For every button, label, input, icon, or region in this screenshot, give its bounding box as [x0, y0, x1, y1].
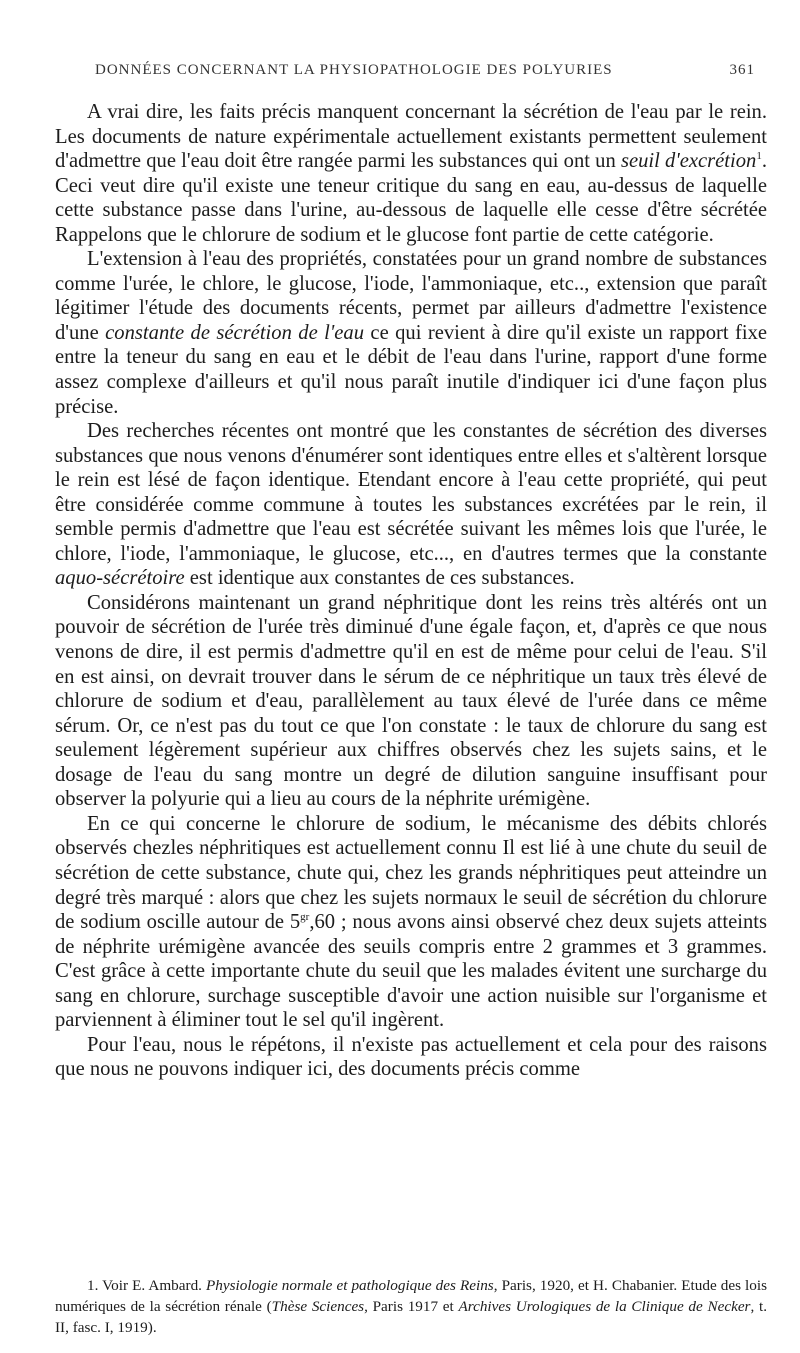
text-run: A vrai dire, les faits précis manquent concernant la sécrétion de l'eau par le rein. Les documents de nature expérimentale actuellement existants permettent seulement d'admettre que l'eau doit être rangée parmi les substances qui ont un	[55, 101, 767, 173]
paragraph-5	[55, 812, 767, 1033]
emphasis: seuil d'excrétion	[620, 150, 757, 173]
text-run: L'extension à l'eau des propriétés, constatées pour un grand nombre de substances comme l'urée, le chlore, le glucose, l'iode, l'ammoniaque, etc.., extension que paraît légitimer l'étude des documents récents, permet par ailleurs d'admettre l'existence d'une	[55, 248, 767, 344]
emphasis: Archives Urologiques de la Clinique de Necker	[458, 1298, 751, 1315]
emphasis: Physiologie normale et pathologique des Reins	[206, 1277, 494, 1294]
body-text	[55, 100, 767, 1082]
page-number: 361	[729, 62, 755, 78]
paragraph-1	[55, 100, 767, 247]
emphasis: aquo-sécrétoire	[55, 567, 185, 590]
text-run: , Paris, 1920, et H. Chabanier. Etude des lois numériques de la sécrétion rénale (	[55, 1277, 768, 1315]
text-run: ce qui revient à dire qu'il existe un rapport fixe entre la teneur du sang en eau et le débit de l'eau dans l'urine, rapport d'une forme assez complexe d'ailleurs et qu'il nous paraît inutile d'indiquer ici d'une façon plus précise.	[55, 321, 768, 418]
text-run: est identique aux constantes de ces substances.	[184, 567, 575, 590]
text-run: . Ceci veut dire qu'il existe une teneur critique du sang en eau, au-dessus de laquelle cette substance passe dans l'urine, au-dessous de laquelle elle cesse d'être sécrétée Rappelons que le chlorure de sodium et le glucose font partie de cette catégorie.	[55, 150, 767, 246]
running-header	[95, 62, 755, 79]
emphasis: Thèse Sciences	[271, 1298, 365, 1315]
text-run: , Paris 1917 et	[364, 1298, 459, 1315]
unit-superscript: gr	[300, 911, 310, 924]
header-title: DONNÉES CONCERNANT LA PHYSIOPATHOLOGIE DES POLYURIES	[95, 62, 613, 78]
paragraph-3	[55, 419, 767, 591]
paragraph-6: Pour l'eau, nous le répétons, il n'existe pas actuellement et cela pour des raisons que nous ne pouvons indiquer ici, des documents précis comme	[55, 1033, 767, 1081]
text-run: , t. II, fasc. I, 1919).	[55, 1298, 767, 1336]
footnotes	[55, 1275, 767, 1338]
text-run: 1. Voir E. Ambard.	[87, 1277, 207, 1294]
text-run: Des recherches récentes ont montré que les constantes de sécrétion des diverses substances que nous venons d'énumérer sont identiques entre elles et s'altèrent lorsque le rein est lésé de façon identique. Etendant encore à l'eau cette propriété, qui peut être considérée comme commune à toutes les substances excrétées par le rein, il semble permis d'admettre que l'eau est sécrétée suivant les mêmes lois que l'urée, le chlore, l'iode, l'ammoniaque, le glucose, etc..., en d'autres termes que la constante	[55, 420, 767, 565]
emphasis: constante de sécrétion de l'eau	[105, 321, 365, 344]
paragraph-2	[55, 247, 767, 419]
footnote-1	[55, 1275, 767, 1338]
text-run: ,60 ; nous avons ainsi observé chez deux sujets atteints de néphrite urémigène avancée des seuils compris entre 2 grammes et 3 grammes. C'est grâce à cette importante chute du seuil que les malades évitent une surcharge du sang en chlorure, surchage susceptible d'avoir une action nuisible sur l'organisme et parviennent à éliminer tout le sel qu'il ingèrent.	[55, 911, 767, 1032]
footnote-ref: 1	[756, 150, 762, 163]
text-run: En ce qui concerne le chlorure de sodium, le mécanisme des débits chlorés observés chezles néphritiques est actuellement connu Il est lié à une chute du seuil de sécrétion de cette substance, chute qui, chez les grands néphritiques peut atteindre un degré très marqué : alors que chez les sujets normaux le seuil de sécrétion du chlorure de sodium oscille autour de 5	[55, 812, 767, 934]
paragraph-4: Considérons maintenant un grand néphritique dont les reins très altérés ont un pouvoir de sécrétion de l'urée très diminué d'une égale façon, et, d'après ce que nous venons de dire, il est permis d'admettre qu'il en est de même pour celui de l'eau. S'il en est ainsi, on devrait trouver dans le sérum de ce néphritique un taux très élevé de chlorure de sodium et d'eau, parallèlement au taux élevé de l'urée dans ce même sérum. Or, ce n'est pas du tout ce que l'on constate : le taux de chlorure du sang est seulement légèrement supérieur aux chiffres observés chez les sujets sains, et le dosage de l'eau du sang montre un degré de dilution sanguine insuffisant pour observer la polyurie qui a lieu au cours de la néphrite urémigène.	[55, 591, 767, 811]
